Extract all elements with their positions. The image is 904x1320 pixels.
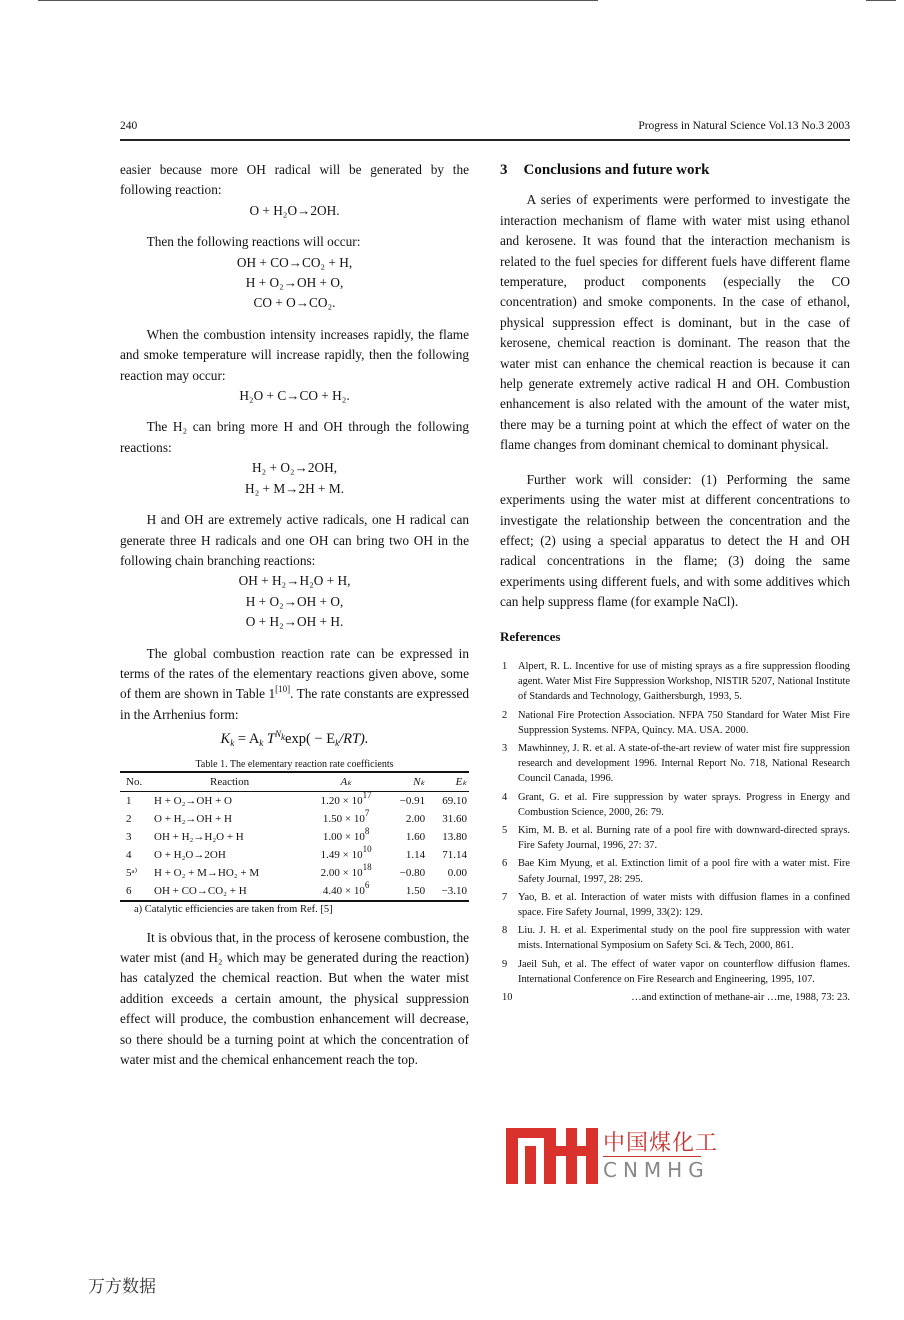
reaction-rate-table — [120, 771, 469, 902]
table-row: 4 O + H₂O→2OH $1.49 \times 10^{10}$ 1.14 71.14 — [126, 843, 467, 861]
table-footnote: a) Catalytic efficiencies are taken from Ref. [5] — [134, 903, 333, 915]
right-column — [500, 160, 850, 1008]
table-header: Reaction — [209, 775, 250, 788]
page-number: 240 — [120, 120, 138, 132]
equation: H₂O + C→CO + H₂. — [239, 388, 350, 404]
paragraph: Then the following reactions will occur: — [146, 234, 361, 250]
reference-item: 4 Grant, G. et al. Fire suppression by water sprays. Progress in Energy and Combustion Science, 2000, 26: 79. — [502, 791, 850, 818]
left-column — [120, 160, 469, 1070]
reference-item: 1 Alpert, R. L. Incentive for use of misting sprays as a fire suppression flooding agent. Water Mist Fire Suppression Workshop, NISTIR 5207, National Institute of Standards and Technology, Gaithersburgh, 1993, 5. — [502, 660, 850, 703]
section-number: 3 — [500, 162, 508, 178]
logo-english-text: CNMHG — [603, 1158, 710, 1182]
equation: H₂ + M→2H + M. — [244, 480, 345, 496]
table-header: No. — [126, 775, 143, 788]
citation: [10] — [275, 684, 291, 695]
cnmhg-logo — [506, 1126, 866, 1186]
equation: O + H₂O→2OH. — [249, 202, 340, 218]
table-row: 3 OH + H₂→H₂O + H $1.00 \times 10^8$ 1.60 13.80 — [126, 825, 467, 843]
paragraph: H and OH are extremely active radicals, one H radical can generate three H radicals and one OH can bring two OH in the following chain branching reactions: — [120, 512, 469, 568]
reference-item: 8 Liu. J. H. et al. Experimental study on the pool fire suppression with water mists. International Symposium on Safety Sci. & Tech, 2000, 861. — [502, 925, 850, 952]
scan-top-rule — [38, 0, 598, 1]
section-title: Conclusions and future work — [523, 162, 710, 178]
table-caption: Table 1. The elementary reaction rate coefficients — [195, 758, 394, 770]
table-header: Eₖ — [455, 775, 467, 788]
equation: CO + O→CO₂. — [253, 295, 336, 311]
table-row: 5ᵃ⁾ H + O₂ + M→HO₂ + M $2.00 \times 10^{18}$ −0.80 0.00 — [126, 861, 467, 879]
reference-item: 2 National Fire Protection Association. NFPA 750 Standard for Water Mist Fire Suppression Systems. NFPA, Quincy. MA. USA. 2000. — [502, 709, 850, 736]
reference-item: 5 Kim, M. B. et al. Burning rate of a pool fire with downward-directed sprays. Fire Safety Journal, 1996, 27: 37. — [502, 824, 850, 852]
table-row: 2 O + H₂→OH + H $1.50 \times 10^7$ 2.00 31.60 — [126, 807, 467, 825]
reference-item: 10 …and extinction of methane-air …me, 1988, 73: 23. — [502, 992, 850, 1003]
table-header: Aₖ — [340, 775, 352, 788]
equation: H + O₂→OH + O, — [245, 593, 344, 609]
table-header: Nₖ — [413, 775, 426, 788]
paragraph: The global combustion reaction rate can be expressed in terms of the rates of the elementary reactions given above, some of them are shown in Table 1[10]. The rate constants are expressed in the Arrhenius form: — [120, 645, 469, 722]
paragraph: When the combustion intensity increases rapidly, the flame and smoke temperature will increase rapidly, then the following reaction may occur: — [120, 326, 469, 383]
scan-top-rule-right — [866, 0, 896, 1]
logo-chinese-text: 中国煤化工 — [603, 1131, 719, 1156]
reference-item: 7 Yao, B. et al. Interaction of water mists with diffusion flames in a confined space. Fire Safety Journal, 1999, 33(2): 129. — [502, 891, 850, 918]
wanfang-watermark: 万方数据 — [88, 1277, 156, 1297]
reference-item: 6 Bae Kim Myung, et al. Extinction limit of a pool fire with a water mist. Fire Safety Journal, 1997, 28: 295. — [502, 858, 850, 885]
equation: H + O₂→OH + O, — [245, 275, 344, 291]
equation: O + H₂→OH + H. — [245, 614, 344, 630]
equation: OH + CO→CO₂ + H, — [236, 254, 353, 270]
journal-citation: Progress in Natural Science Vol.13 No.3 2003 — [638, 120, 850, 132]
paragraph: Further work will consider: (1) Performing the same experiments using the water mist at different concentrations to investigate the relationship between the concentration and the effect; (2) using a special apparatus to detect the H and OH radical concentrations in the flame; (3) doing the same experiments using different fuels, and with some additives which can help suppress flame (for example NaCl). — [500, 471, 850, 610]
table-row: 1 H + O₂→OH + O $1.20 \times 10^{17}$ −0.91 69.10 — [126, 789, 467, 807]
section-heading — [500, 160, 850, 180]
arrhenius-formula: $K_k = A_k$ $T^{N_k}\exp( - E_k/RT)$. — [220, 729, 369, 749]
reference-item: 3 Mawhinney, J. R. et al. A state-of-the-art review of water mist fire suppression research and development 1996. Internal Report No. 718, National Research Council Canada, 1996. — [502, 742, 850, 785]
reference-item: 9 Jaeil Suh, et al. The effect of water vapor on counterflow diffusion flames. International Conference on Fire Research and Engineering, 1995, 107. — [502, 958, 850, 985]
mh-logo-icon — [506, 1128, 598, 1184]
running-header — [120, 120, 850, 138]
equation: OH + H₂→H₂O + H, — [238, 573, 351, 589]
references-heading: References — [500, 628, 561, 644]
header-rule — [120, 139, 850, 141]
paragraph: A series of experiments were performed to investigate the interaction mechanism of flame with water mist using ethanol and kerosene. It was found that the interaction mechanism is related to the fuel species for different fuels have different flame temperature, product components (especially the CO concentration) and smoke components. In the case of ethanol, physical suppression effect is dominant, but in the case of kerosene, chemical reaction is dominant. The reason that the water mist can enhance the chemical reaction is because it can help generate extremely active radical H and OH. Combustion enhancement is also related with the amount of the water mist, there may be a turning point at which the effect of water on the flame changes from dominant chemical to dominant physical. — [500, 192, 850, 453]
paragraph: It is obvious that, in the process of kerosene combustion, the water mist (and H₂ which may be generated during the reaction) has catalyzed the chemical reaction. But when the water mist addition exceeds a certain amount, the physical suppression effect will produce, the combustion enhancement will decrease, so there should be a turning point at which the concentration of water mist and the chemical enhancement reach the top. — [120, 929, 469, 1067]
equation: H₂ + O₂→2OH, — [251, 460, 338, 476]
reference-list — [500, 659, 850, 1005]
table-row: 6 OH + CO→CO₂ + H $4.40 \times 10^6$ 1.50 −3.10 — [120, 882, 469, 901]
logo-rule — [603, 1156, 701, 1157]
paragraph: easier because more OH radical will be generated by the following reaction: — [120, 162, 469, 198]
paragraph: The H₂ can bring more H and OH through the following reactions: — [120, 419, 469, 455]
